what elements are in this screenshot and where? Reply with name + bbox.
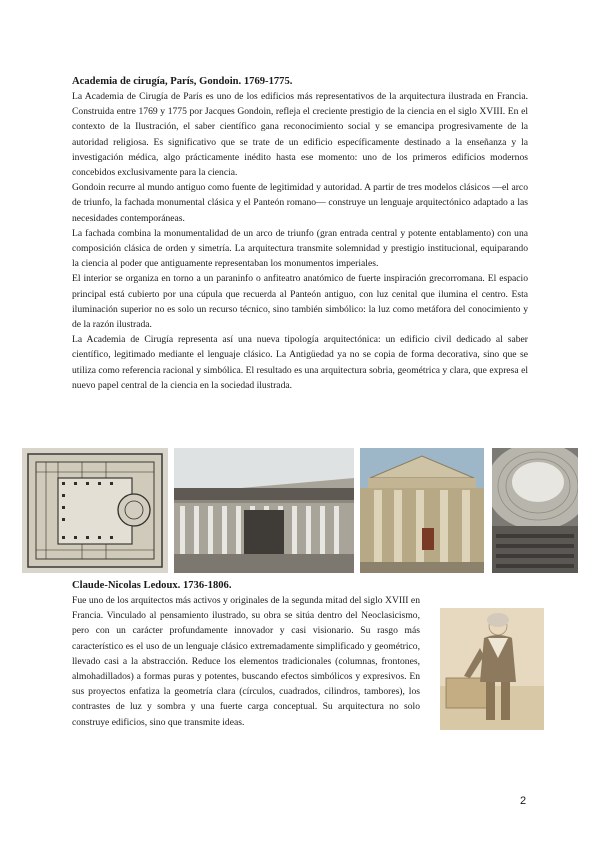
portico-photo-image: [360, 448, 484, 573]
floor-plan-image: [22, 448, 168, 573]
section-academia: [72, 74, 528, 393]
page-number: 2: [520, 795, 527, 807]
dome-interior-image: [492, 448, 578, 573]
paragraph-5: La Academia de Cirugía representa así una nueva tipología arquitectónica: un edificio civil dedicado al saber científico, legitimado mediante el lenguaje clásico. La Antigüedad ya no se copia de forma decorativa, sino que se utiliza como referencia racional y simbólica. El resultado es una arquitectura sobria, geométrica y clara, que expresa el nuevo papel central de la ciencia en la sociedad ilustrada.: [72, 334, 528, 391]
ledoux-paragraph: Fue uno de los arquitectos más activos y originales de la segunda mitad del siglo XVIII en Francia. Vinculado al pensamiento ilustrado, su obra se sitúa dentro del Neoclasicismo, pero con un carácter profundamente innovador y casi visionario. Su rasgo más característico es el uso de un lenguaje clásico extremadamente simplificado y geométrico, llevado casi a la abstracción. Reduce los elementos tradicionales (columnas, frontones, almohadillados) a formas puras y potentes, buscando efectos simbólicos y expresivos. En sus proyectos enfatiza la geometría clara (círculos, cuadrados, cilindros, tambores), los contrastes de luz y sombra y una fuerte carga conceptual. Su arquitectura no solo construye edificios, sino que transmite ideas.: [72, 595, 420, 728]
paragraph-4: El interior se organiza en torno a un paraninfo o anfiteatro anatómico de fuerte inspiración grecorromana. El espacio principal está cubierto por una cúpula que recuerda al Panteón antiguo, con luz cenital que ilumina el centro. Esta iluminación superior no es solo un recurso técnico, sino también simbólico: la luz como metáfora del conocimiento y de la razón ilustrada.: [72, 273, 528, 331]
section-heading-ledoux: Claude-Nicolas Ledoux. 1736-1806.: [72, 580, 232, 591]
ledoux-portrait-image: [440, 608, 544, 730]
paragraph-1: La Academia de Cirugía de París es uno de los edificios más representativos de la arquitectura ilustrada en Francia. Construida entre 1769 y 1775 por Jacques Gondoin, refleja el creciente prestigio de la ciencia en el siglo XVIII. En el contexto de la Ilustración, el saber científico gana reconocimiento social y se emancipa progresivamente de la autoridad religiosa. Es significativo que se trate de un edificio específicamente destinado a la enseñanza y la investigación médica, algo prácticamente inédito hasta ese momento: uno de los primeros edificios modernos concebidos exclusivamente para la ciencia.: [72, 91, 528, 179]
academia-image-row: [22, 448, 578, 573]
paragraph-3: La fachada combina la monumentalidad de un arco de triunfo (gran entrada central y potente entablamento) con una composición clásica de orden y simetría. La arquitectura transmite solemnidad y prestigio institucional, equiparando la ciencia al poder que antiguamente representaban los monumentos imperiales.: [72, 227, 528, 270]
paragraph-2: Gondoin recurre al mundo antiguo como fuente de legitimidad y autoridad. A partir de tres modelos clásicos —el arco de triunfo, la fachada monumental clásica y el Panteón romano— construye un lenguaje arquitectónico adaptado a las necesidades contemporáneas.: [72, 182, 528, 224]
section-heading-academia: Academia de cirugía, París, Gondoin. 1769-1775.: [72, 76, 293, 87]
facade-engraving-image: [174, 448, 354, 573]
